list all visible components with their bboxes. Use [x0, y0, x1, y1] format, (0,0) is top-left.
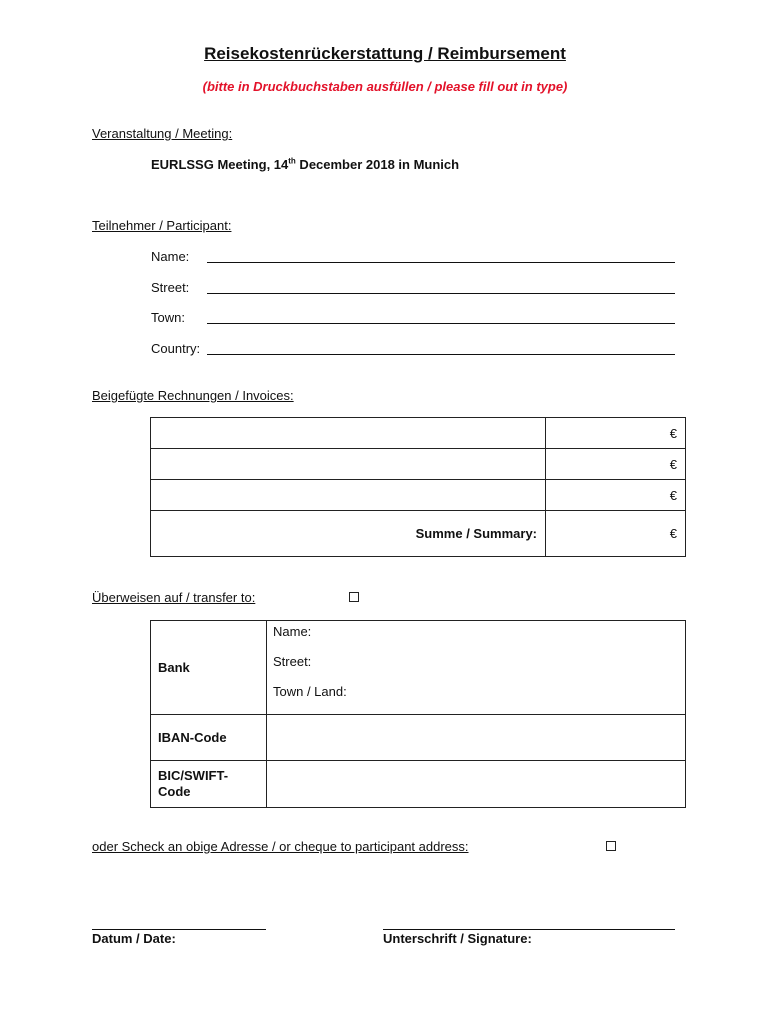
participant-street-field[interactable]	[207, 293, 675, 294]
form-title: Reisekostenrückerstattung / Reimbursement	[204, 44, 566, 63]
bic-field[interactable]	[267, 761, 686, 808]
meeting-name-ordinal: th	[288, 156, 296, 166]
euro-symbol: €	[669, 487, 677, 503]
bic-row	[151, 761, 686, 808]
participant-section-label: Teilnehmer / Participant:	[92, 218, 232, 233]
participant-street-label: Street:	[151, 280, 190, 295]
invoice-amount-cell[interactable]	[546, 418, 686, 449]
bank-address-cell[interactable]	[267, 621, 686, 715]
invoice-description-cell[interactable]	[151, 480, 546, 511]
bank-details-table	[150, 620, 686, 808]
date-label: Datum / Date:	[92, 931, 176, 946]
signature-line[interactable]	[383, 929, 675, 930]
bank-town-label: Town / Land:	[273, 684, 347, 699]
participant-town-label: Town:	[151, 310, 185, 325]
invoice-summary-row	[151, 511, 686, 557]
invoice-row	[151, 480, 686, 511]
euro-symbol: €	[669, 456, 677, 472]
euro-symbol: €	[669, 526, 677, 541]
participant-country-label: Country:	[151, 341, 201, 356]
iban-row	[151, 715, 686, 761]
iban-label: IBAN-Code	[151, 715, 267, 761]
invoices-section-label: Beigefügte Rechnungen / Invoices:	[92, 388, 294, 403]
invoice-summary-label: Summe / Summary:	[151, 511, 546, 557]
bank-label: Bank	[151, 621, 267, 715]
invoice-row	[151, 449, 686, 480]
bic-label	[151, 761, 267, 808]
participant-name-label: Name:	[151, 249, 190, 264]
invoice-amount-cell[interactable]	[546, 480, 686, 511]
invoices-table	[150, 417, 686, 557]
transfer-section-label: Überweisen auf / transfer to:	[92, 590, 256, 605]
iban-field[interactable]	[267, 715, 686, 761]
meeting-section-label: Veranstaltung / Meeting:	[92, 126, 233, 141]
cheque-option-label: oder Scheck an obige Adresse / or cheque to participant address:	[92, 839, 469, 854]
form-subtitle: (bitte in Druckbuchstaben ausfüllen / please fill out in type)	[202, 79, 568, 94]
invoice-description-cell[interactable]	[151, 449, 546, 480]
signature-label: Unterschrift / Signature:	[383, 931, 532, 946]
participant-name-field[interactable]	[207, 262, 675, 263]
bic-label-line1: BIC/SWIFT-	[158, 768, 229, 783]
bank-row	[151, 621, 686, 715]
date-line[interactable]	[92, 929, 266, 930]
bank-name-label: Name:	[273, 624, 312, 639]
invoice-amount-cell[interactable]	[546, 449, 686, 480]
transfer-checkbox[interactable]	[349, 592, 359, 602]
bank-street-label: Street:	[273, 654, 312, 669]
participant-country-field[interactable]	[207, 354, 675, 355]
meeting-name	[151, 157, 459, 172]
invoice-description-cell[interactable]	[151, 418, 546, 449]
participant-town-field[interactable]	[207, 323, 675, 324]
invoice-row	[151, 418, 686, 449]
invoice-summary-amount-cell[interactable]	[546, 511, 686, 557]
cheque-checkbox[interactable]	[606, 841, 616, 851]
bic-label-line2: Code	[158, 784, 191, 799]
meeting-name-date: December 2018 in Munich	[295, 157, 460, 172]
meeting-name-text: EURLSSG Meeting, 14	[151, 157, 289, 172]
euro-symbol: €	[669, 425, 677, 441]
